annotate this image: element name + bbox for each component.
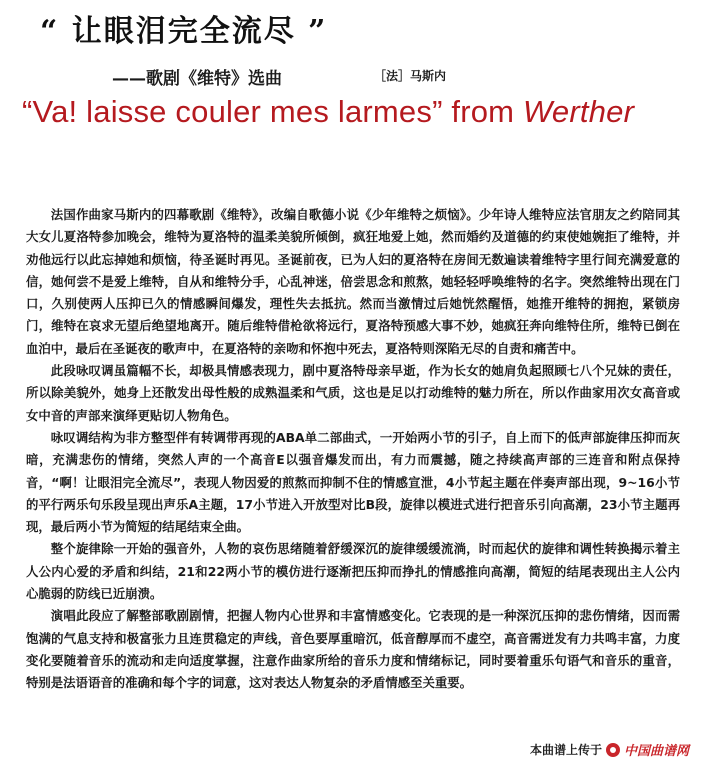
site-logo-icon — [606, 743, 620, 757]
paragraph-melody: 整个旋律除一开始的强音外，人物的哀伤思绪随着舒缓深沉的旋律缓缓流淌，时而起伏的旋律和调性转换揭示着主人公内心爱的矛盾和纠结，21和22两小节的模仿进行逐渐把压抑而挣扎的情感推向高潮，简短的结尾表现出主人公内心脆弱的防线已近崩溃。 — [26, 541, 680, 602]
upload-footer — [530, 740, 689, 759]
french-title-main: “Va! laisse couler mes larmes” from — [22, 94, 524, 129]
site-name-link[interactable]: 中国曲谱网 — [623, 744, 689, 759]
subtitle-row — [112, 64, 592, 88]
paragraph-performance: 演唱此段应了解整部歌剧剧情，把握人物内心世界和丰富情感变化。它表现的是一种深沉压抑的悲伤情绪，因而需饱满的气息支持和极富张力且连贯稳定的声线，音色要厚重暗沉，低音醇厚而不虚空，高音需迸发有力共鸣丰富，力度变化要随着音乐的流动和走向适度掌握，注意作曲家所给的音乐力度和情绪标记，同时要着重乐句语气和音乐的重音，特别是法语语音的准确和每个字的词意，这对表达人物复杂的矛盾情感至关重要。 — [26, 608, 680, 691]
upload-note: 本曲谱上传于 — [529, 743, 602, 757]
paragraph-structure: 咏叹调结构为非方整型伴有转调带再现的ABA单二部曲式，一开始两小节的引子，自上而下的低声部旋律压抑而灰暗，充满悲伤的情绪，突然人声的一个高音E以强音爆发而出，有力而震撼，随之持续高声部的三连音和附点保持音，“啊！让眼泪完全流尽”，表现人物因爱的煎熬而抑制不住的情感宣泄，4小节起主题在伴奏声部出现，9~16小节的平行两乐句乐段呈现出声乐A主题，17小节进入开放型对比B段，旋律以模进式进行把音乐引向高潮，23小节主题再现，最后两小节为简短的结尾结束全曲。 — [26, 429, 680, 535]
french-title-opera: Werther — [523, 94, 635, 129]
paragraph-synopsis: 法国作曲家马斯内的四幕歌剧《维特》，改编自歌德小说《少年维特之烦恼》。少年诗人维特应法官朋友之约陪同其大女儿夏洛特参加晚会，维特为夏洛特的温柔美貌所倾倒，疯狂地爱上她，然而婚约及道德的约束使她婉拒了维特，并劝他远行以此忘掉她和烦恼，待圣诞时再见。圣诞前夜，已为人妇的夏洛特在房间无数遍读着维特字里行间充满爱意的信，她何尝不是爱上维特，自从和维特分手，心乱神迷，倍尝思念和煎熬，她轻轻呼唤维特的名字。突然维特出现在门口，久别使两人压抑已久的情感瞬间爆发，理性失去抵抗。然而当激情过后她恍然醒悟，她推开维特的拥抱，紧锁房门，维特在哀求无望后绝望地离开。随后维特借枪欲将远行，夏洛特预感大事不妙，她疯狂奔向维特住所，维特已倒在血泊中，最后在圣诞夜的歌声中，在夏洛特的亲吻和怀抱中死去，夏洛特则深陷无尽的自责和痛苦中。 — [26, 207, 680, 356]
paragraph-character: 此段咏叹调虽篇幅不长，却极具情感表现力，剧中夏洛特母亲早逝，作为长女的她肩负起照顾七八个兄妹的责任，所以除美貌外，她身上还散发出母性般的成熟温柔和气质，这也是足以打动维特的魅力所在，所以作曲家用次女高音或女中音的声部来演绎更贴切人物角色。 — [26, 363, 680, 423]
article-body — [26, 204, 680, 695]
opera-subtitle: ——歌剧《维特》选曲 — [112, 69, 282, 89]
french-title — [22, 94, 634, 130]
composer-credit: ［法］马斯内 — [374, 69, 447, 83]
chinese-title: “ 让眼泪完全流尽 ” — [40, 14, 328, 49]
